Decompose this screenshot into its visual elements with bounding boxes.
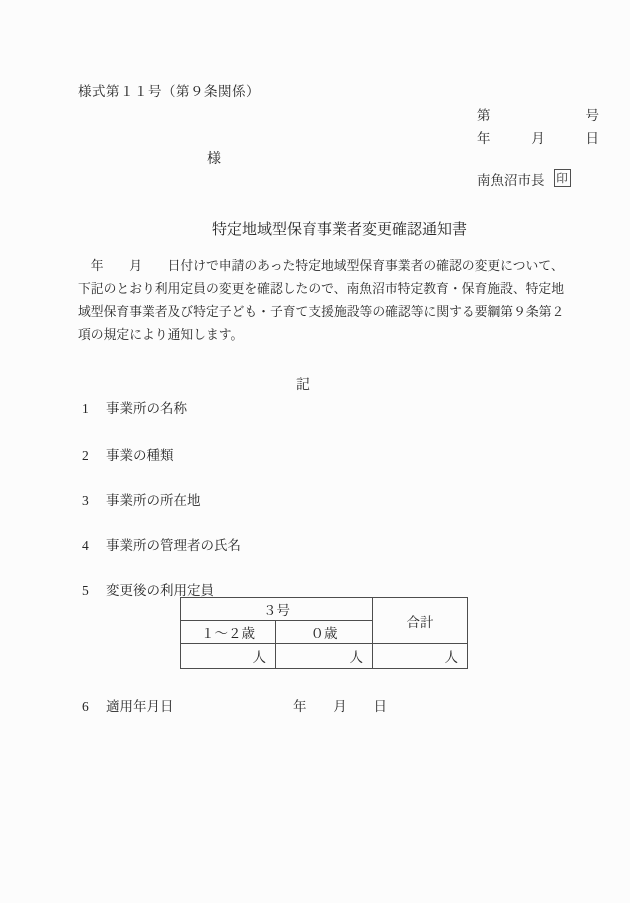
- item-label: 事業所の名称: [106, 401, 187, 416]
- item-label: 事業所の管理者の氏名: [106, 538, 241, 553]
- list-item-business-address: [80, 489, 201, 509]
- capacity-total-header-cell: 合計: [373, 598, 468, 644]
- issue-date-month-label: 月: [531, 131, 545, 146]
- list-item-business-type: [80, 444, 174, 464]
- item-label: 事業所の所在地: [106, 493, 201, 508]
- issue-date-year-label: 年: [477, 131, 491, 146]
- document-title: 特定地域型保育事業者変更確認通知書: [212, 222, 468, 238]
- issuer-title-label: 南魚沼市長: [477, 173, 545, 188]
- item-number: 1: [82, 401, 89, 416]
- capacity-age0-value-cell: 人: [276, 644, 373, 669]
- issue-number-line: [477, 104, 599, 124]
- capacity-age0-header-cell: ０歳: [276, 621, 373, 644]
- item-number: 4: [82, 538, 89, 553]
- capacity-age1-2-header-cell: １～２歳: [181, 621, 276, 644]
- item-number: 2: [82, 448, 89, 463]
- capacity-total-value-cell: 人: [373, 644, 468, 669]
- item-number: 6: [82, 699, 89, 714]
- item-label: 事業の種類: [106, 448, 174, 463]
- body-paragraph: [78, 255, 564, 347]
- apply-date-day-label: 日: [373, 699, 387, 714]
- apply-date-month-label: 月: [333, 699, 347, 714]
- addressee-honorific: 様: [207, 152, 221, 167]
- form-number-label: 様式第１１号（第９条関係）: [78, 84, 260, 99]
- apply-date-line: [293, 695, 387, 715]
- capacity-age1-2-value-cell: 人: [181, 644, 276, 669]
- notes-heading: 記: [296, 378, 310, 393]
- list-item-effective-date: [80, 695, 174, 715]
- body-line: 項の規定により通知します。: [78, 328, 244, 342]
- body-line: 域型保育事業者及び特定子ども・子育て支援施設等の確認等に関する要綱第９条第２: [78, 305, 565, 319]
- issue-number-prefix: 第: [477, 108, 491, 123]
- issue-number-suffix: 号: [585, 108, 599, 123]
- issue-date-day-label: 日: [585, 131, 599, 146]
- item-number: 5: [82, 583, 89, 598]
- list-item-manager-name: [80, 534, 241, 554]
- issuer-line: [477, 169, 571, 189]
- body-line: 年 月 日付けで申請のあった特定地域型保育事業者の確認の変更について、: [78, 259, 564, 273]
- capacity-table: [180, 597, 468, 669]
- item-label: 変更後の利用定員: [106, 583, 214, 598]
- issue-date-line: [477, 127, 599, 147]
- list-item-capacity-after-change: [80, 579, 214, 599]
- list-item-business-name: [80, 397, 187, 417]
- seal-box: 印: [554, 169, 571, 187]
- capacity-group3-header-cell: ３号: [181, 598, 373, 621]
- item-label: 適用年月日: [106, 699, 174, 714]
- item-number: 3: [82, 493, 89, 508]
- body-line: 下記のとおり利用定員の変更を確認したので、南魚沼市特定教育・保育施設、特定地: [78, 282, 565, 296]
- apply-date-year-label: 年: [293, 699, 307, 714]
